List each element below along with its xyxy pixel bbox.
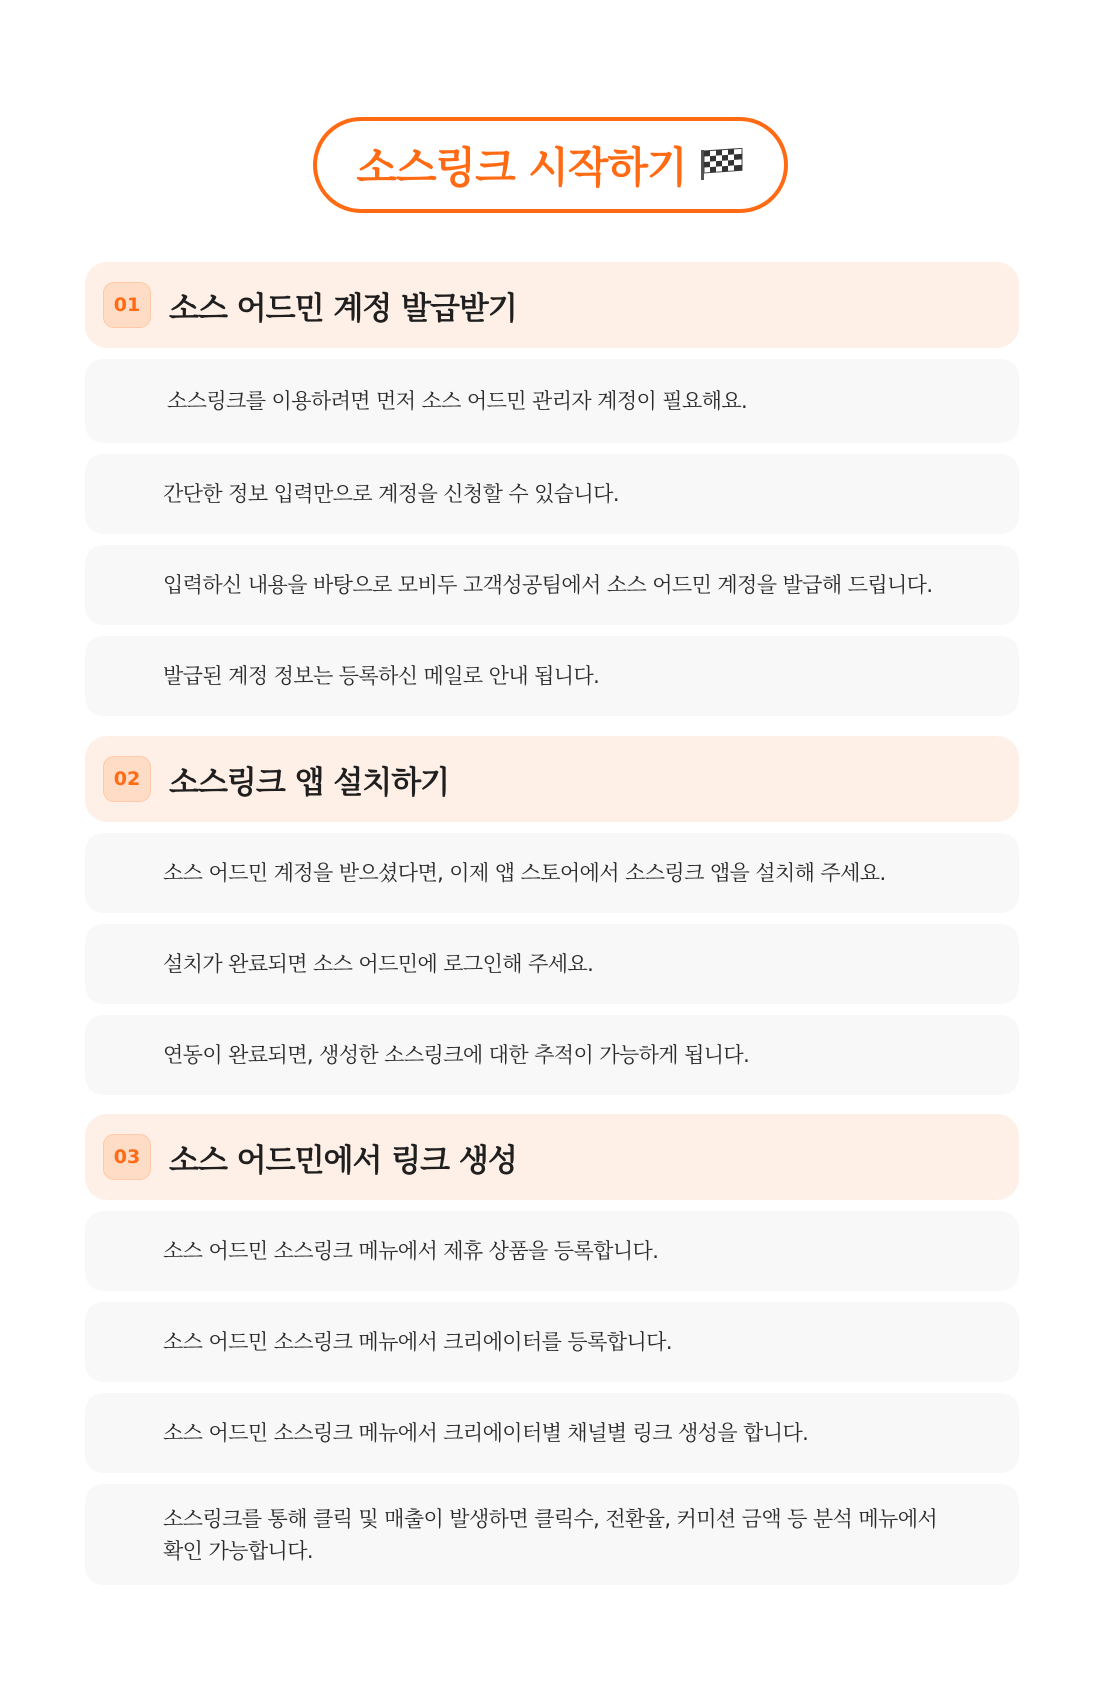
item-text: 소스 어드민 계정을 받으셨다면, 이제 앱 스토어에서 소스링크 앱을 설치해 주세요. bbox=[163, 861, 886, 885]
section-header-03 bbox=[85, 1114, 1019, 1200]
list-item bbox=[85, 545, 1019, 625]
list-item bbox=[85, 1302, 1019, 1382]
item-text: 소스 어드민 소스링크 메뉴에서 크리에이터를 등록합니다. bbox=[163, 1330, 672, 1354]
item-text: 입력하신 내용을 바탕으로 모비두 고객성공팀에서 소스 어드민 계정을 발급해 드립니다. bbox=[163, 573, 933, 597]
item-text: 연동이 완료되면, 생성한 소스링크에 대한 추적이 가능하게 됩니다. bbox=[163, 1043, 750, 1067]
list-item bbox=[85, 924, 1019, 1004]
list-item bbox=[85, 636, 1019, 716]
section-title: 소스링크 앱 설치하기 bbox=[169, 764, 450, 801]
item-text: 발급된 계정 정보는 등록하신 메일로 안내 됩니다. bbox=[163, 664, 600, 688]
item-text: 소스 어드민 소스링크 메뉴에서 크리에이터별 채널별 링크 생성을 합니다. bbox=[163, 1421, 809, 1445]
section-title: 소스 어드민 계정 발급받기 bbox=[169, 290, 517, 327]
checkered-flag-icon bbox=[699, 148, 745, 182]
item-text: 설치가 완료되면 소스 어드민에 로그인해 주세요. bbox=[163, 952, 594, 976]
section-header-02 bbox=[85, 736, 1019, 822]
list-item bbox=[85, 454, 1019, 534]
step-badge: 01 bbox=[103, 282, 151, 328]
item-text: 간단한 정보 입력만으로 계정을 신청할 수 있습니다. bbox=[163, 482, 619, 506]
section-header-01 bbox=[85, 262, 1019, 348]
page-title: 소스링크 시작하기 bbox=[356, 143, 687, 192]
list-item bbox=[85, 359, 1019, 443]
section-title: 소스 어드민에서 링크 생성 bbox=[169, 1142, 517, 1179]
title-pill bbox=[313, 117, 788, 213]
steps-container bbox=[85, 262, 1019, 1596]
list-item bbox=[85, 1484, 1019, 1585]
item-text: 소스 어드민 소스링크 메뉴에서 제휴 상품을 등록합니다. bbox=[163, 1239, 659, 1263]
list-item bbox=[85, 833, 1019, 913]
list-item bbox=[85, 1015, 1019, 1095]
list-item bbox=[85, 1211, 1019, 1291]
step-badge: 03 bbox=[103, 1134, 151, 1180]
item-text: 소스링크를 통해 클릭 및 매출이 발생하면 클릭수, 전환율, 커미션 금액 등 분석 메뉴에서 확인 가능합니다. bbox=[163, 1506, 938, 1563]
step-badge: 02 bbox=[103, 756, 151, 802]
list-item bbox=[85, 1393, 1019, 1473]
item-text: 소스링크를 이용하려면 먼저 소스 어드민 관리자 계정이 필요해요. bbox=[167, 389, 748, 413]
